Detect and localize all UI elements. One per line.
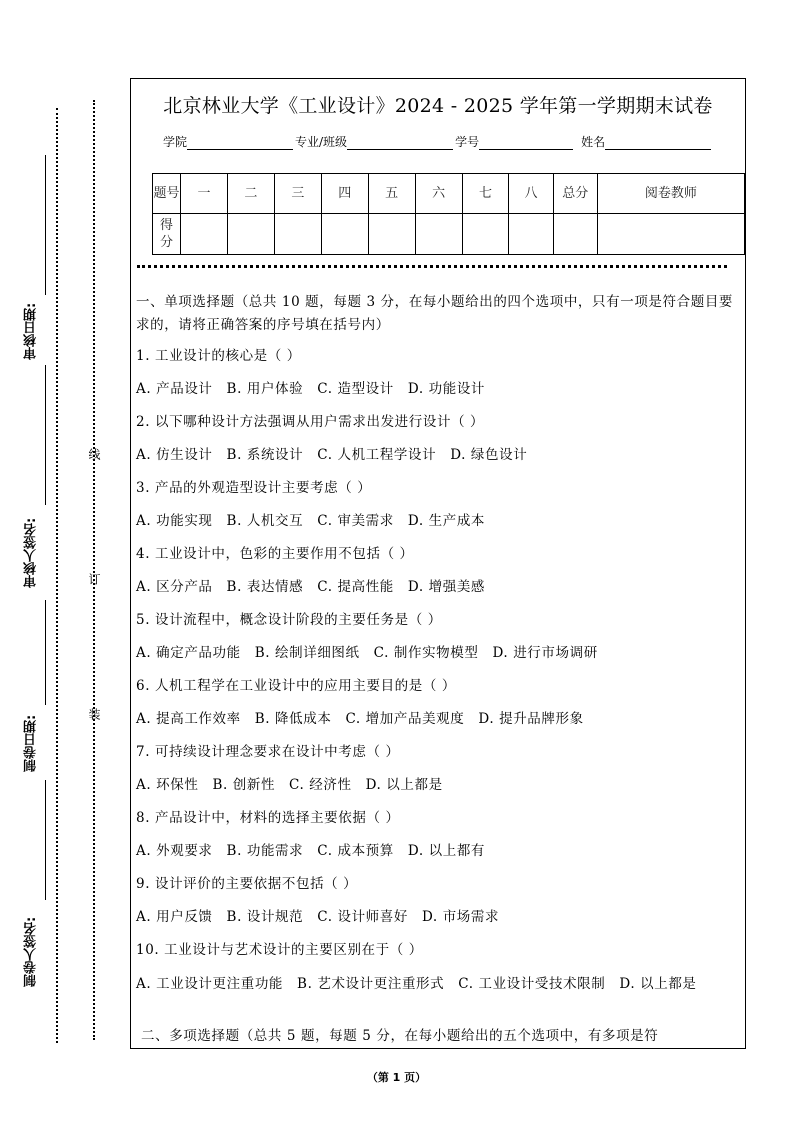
answer-option[interactable]: B. 艺术设计更注重形式 <box>297 976 445 992</box>
answer-option[interactable]: A. 工业设计更注重功能 <box>136 976 284 992</box>
score-cell[interactable] <box>462 214 509 255</box>
score-cell[interactable] <box>368 214 415 255</box>
answer-option[interactable]: C. 造型设计 <box>317 381 394 397</box>
answer-option[interactable]: B. 用户体验 <box>226 381 304 397</box>
question-options <box>136 709 741 742</box>
answer-option[interactable]: A. 环保性 <box>136 777 199 793</box>
score-col-2: 二 <box>227 174 274 214</box>
compiler-date-line <box>45 600 46 705</box>
student-id-label: 学号 <box>455 135 480 149</box>
binding-bind-char: 装 <box>87 708 101 720</box>
section1-heading: 一、单项选择题（总共 10 题，每题 3 分，在每小题给出的四个选项中，只有一项是符合题目要求的，请将正确答案的序号填在括号内） <box>136 294 734 333</box>
question-options <box>136 973 741 995</box>
reviewer-signature-label: 审核人签名: <box>24 517 39 588</box>
answer-option[interactable]: C. 增加产品美观度 <box>345 711 465 727</box>
reviewer-date-label: 审核日期: <box>24 302 39 360</box>
score-cell[interactable] <box>597 214 744 255</box>
question-stem: 10. 工业设计与艺术设计的主要区别在于（ ） <box>136 942 423 958</box>
score-cell[interactable] <box>181 214 228 255</box>
student-id-blank[interactable] <box>479 137 573 150</box>
answer-option[interactable]: A. 外观要求 <box>136 843 213 859</box>
answer-option[interactable]: A. 区分产品 <box>136 579 213 595</box>
answer-option[interactable]: B. 人机交互 <box>226 513 304 529</box>
question-options <box>136 907 741 940</box>
exam-title: 北京林业大学《工业设计》2024 - 2025 学年第一学期期末试卷 <box>163 95 713 117</box>
answer-option[interactable]: B. 设计规范 <box>226 909 304 925</box>
score-cell[interactable] <box>415 214 462 255</box>
college-blank[interactable] <box>187 137 293 150</box>
answer-option[interactable]: B. 系统设计 <box>226 447 304 463</box>
inner-dotted-line <box>93 100 95 1040</box>
major-class-blank[interactable] <box>347 137 453 150</box>
section-separator <box>137 265 727 268</box>
answer-option[interactable]: C. 经济性 <box>289 777 352 793</box>
question-stem: 6. 人机工程学在工业设计中的应用主要目的是（ ） <box>136 678 456 694</box>
score-cell[interactable] <box>553 214 597 255</box>
score-col-6: 六 <box>415 174 462 214</box>
answer-option[interactable]: D. 以上都是 <box>365 777 443 793</box>
answer-option[interactable]: D. 市场需求 <box>421 909 500 925</box>
question-stem: 9. 设计评价的主要依据不包括（ ） <box>136 876 358 892</box>
score-table <box>152 173 745 255</box>
answer-option[interactable]: A. 功能实现 <box>136 513 213 529</box>
score-col-7: 七 <box>462 174 509 214</box>
question-options <box>136 643 741 676</box>
score-cell[interactable] <box>227 214 274 255</box>
compiler-signature-label: 制卷人签名: <box>24 916 39 987</box>
compiler-date-label: 制卷日期: <box>24 714 39 772</box>
score-value-row <box>153 214 745 255</box>
answer-option[interactable]: D. 绿色设计 <box>450 447 528 463</box>
question-options <box>136 841 741 874</box>
compiler-signature-line <box>45 780 46 900</box>
answer-option[interactable]: B. 功能需求 <box>226 843 304 859</box>
answer-option[interactable]: D. 以上都有 <box>407 843 486 859</box>
answer-option[interactable]: D. 提升品牌形象 <box>478 711 584 727</box>
answer-option[interactable]: C. 工业设计受技术限制 <box>458 976 606 992</box>
outer-dotted-line <box>56 108 58 1043</box>
binding-line-char: 线 <box>87 448 101 460</box>
score-header-row <box>153 174 745 214</box>
reviewer-date-line <box>45 155 46 295</box>
answer-option[interactable]: A. 用户反馈 <box>136 909 213 925</box>
answer-option[interactable]: B. 表达情感 <box>226 579 304 595</box>
section2-heading: 二、多项选择题（总共 5 题，每题 5 分，在每小题给出的五个选项中，有多项是符 <box>141 1028 659 1044</box>
answer-option[interactable]: A. 产品设计 <box>136 381 213 397</box>
answer-option[interactable]: A. 确定产品功能 <box>136 645 241 661</box>
score-col-5: 五 <box>368 174 415 214</box>
answer-option[interactable]: B. 降低成本 <box>254 711 332 727</box>
answer-option[interactable]: D. 增强美感 <box>407 579 486 595</box>
binding-staple-char: 订 <box>87 573 101 585</box>
score-col-total: 总分 <box>553 174 597 214</box>
answer-option[interactable]: C. 设计师喜好 <box>317 909 408 925</box>
answer-option[interactable]: C. 提高性能 <box>317 579 394 595</box>
question-stem: 2. 以下哪种设计方法强调从用户需求出发进行设计（ ） <box>136 414 485 430</box>
score-cell[interactable] <box>509 214 553 255</box>
question-stem: 8. 产品设计中，材料的选择主要依据（ ） <box>136 810 400 826</box>
answer-option[interactable]: D. 进行市场调研 <box>492 645 598 661</box>
question-options <box>136 445 741 478</box>
question-stem: 4. 工业设计中，色彩的主要作用不包括（ ） <box>136 546 414 562</box>
section1 <box>136 291 741 1003</box>
score-col-1: 一 <box>181 174 228 214</box>
score-col-3: 三 <box>274 174 321 214</box>
score-cell[interactable] <box>274 214 321 255</box>
name-blank[interactable] <box>605 137 711 150</box>
college-label: 学院 <box>163 135 188 149</box>
question-options <box>136 511 741 544</box>
exam-frame <box>130 78 746 1049</box>
question-stem: 3. 产品的外观造型设计主要考虑（ ） <box>136 480 372 496</box>
question-options <box>136 775 741 808</box>
name-label: 姓名 <box>581 135 606 149</box>
score-row2-label: 得分 <box>153 214 181 255</box>
answer-option[interactable]: D. 功能设计 <box>407 381 486 397</box>
major-class-label: 专业/班级 <box>295 135 348 149</box>
score-cell[interactable] <box>321 214 368 255</box>
score-col-grader: 阅卷教师 <box>597 174 744 214</box>
reviewer-signature-line <box>45 365 46 505</box>
answer-option[interactable]: C. 成本预算 <box>317 843 394 859</box>
answer-option[interactable]: A. 仿生设计 <box>136 447 213 463</box>
answer-option[interactable]: B. 创新性 <box>212 777 276 793</box>
answer-option[interactable]: C. 审美需求 <box>317 513 394 529</box>
score-col-4: 四 <box>321 174 368 214</box>
question-stem: 5. 设计流程中，概念设计阶段的主要任务是（ ） <box>136 612 442 628</box>
question-stem: 7. 可持续设计理念要求在设计中考虑（ ） <box>136 744 400 760</box>
answer-option[interactable]: C. 人机工程学设计 <box>317 447 437 463</box>
score-row1-label: 题号 <box>153 174 181 214</box>
student-info-row <box>163 133 713 150</box>
answer-option[interactable]: B. 绘制详细图纸 <box>254 645 360 661</box>
score-col-8: 八 <box>509 174 553 214</box>
question-stem: 1. 工业设计的核心是（ ） <box>136 348 301 364</box>
question-list <box>136 346 741 995</box>
question-options <box>136 577 741 610</box>
answer-option[interactable]: D. 以上都是 <box>619 976 697 992</box>
answer-option[interactable]: C. 制作实物模型 <box>373 645 479 661</box>
answer-option[interactable]: D. 生产成本 <box>407 513 486 529</box>
question-options <box>136 379 741 412</box>
page-number: （第 1 页） <box>366 1071 427 1084</box>
answer-option[interactable]: A. 提高工作效率 <box>136 711 241 727</box>
